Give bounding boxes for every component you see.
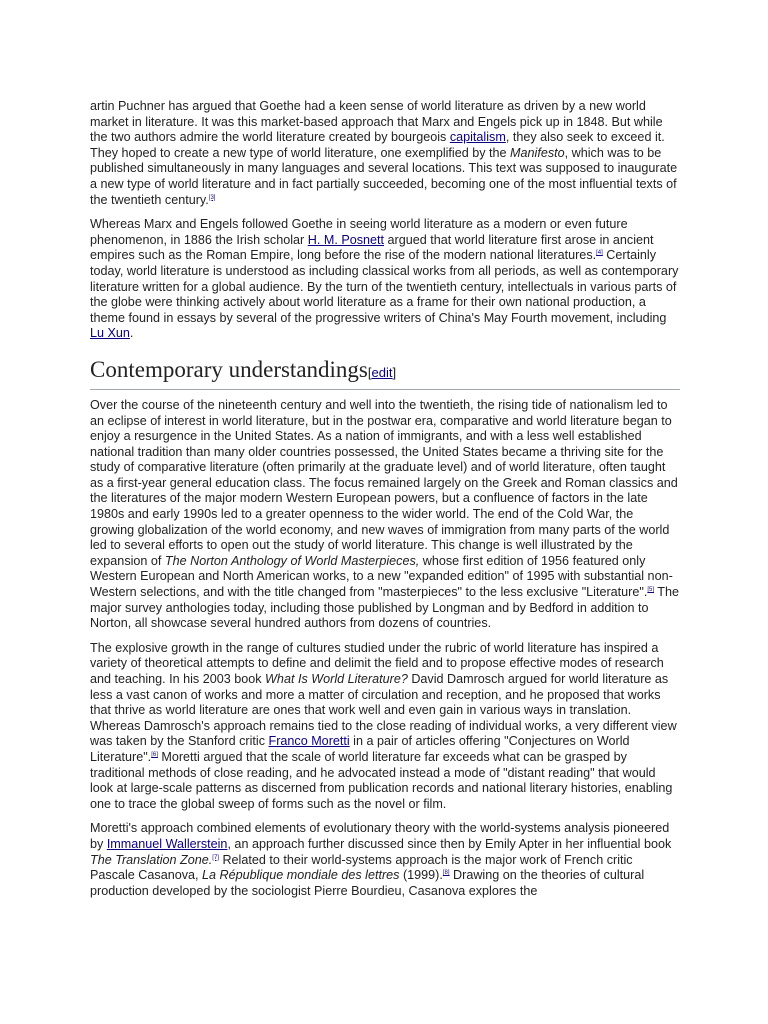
reference-8[interactable]: [8] (442, 870, 450, 877)
reference-5[interactable]: [5] (647, 587, 655, 594)
paragraph-damrosch-moretti: The explosive growth in the range of cultures studied under the rubric of world literature has inspired a variety of theoretical attempts to define and delimit the field and to propose effective modes of research and teaching. In his 2003 book What Is World Literature? David Damrosch argued for world literature as less a vast canon of works and more a matter of circulation and reception, and he proposed that works that thrive as world literature are ones that work well and even gain in various ways in translation. Whereas Damrosch's approach remains tied to the close reading of individual works, a very different view was taken by the Stanford critic Franco Moretti in a pair of articles offering "Conjectures on World Literature".[6] Moretti argued that the scale of world literature far exceeds what can be grasped by traditional methods of close reading, and he advocated instead a mode of "distant reading" that would look at large-scale patterns as discerned from publication records and national literary histories, enabling one to trace the global sweep of forms such as the novel or film. (90, 640, 677, 811)
link-immanuel-wallerstein[interactable]: Immanuel Wallerstein (106, 836, 228, 851)
paragraph-posnett: Whereas Marx and Engels followed Goethe in seeing world literature as a modern or even future phenomenon, in 1886 the Irish scholar H. M. Posnett argued that world literature first arose in ancient empires such as the Roman Empire, long before the rise of the modern national literatures.[4] Certainly today, world literature is understood as including classical works from all periods, as well as contemporary literature written for a global audience. By the turn of the twentieth century, intellectuals in various parts of the globe were thinking actively about world literature as a frame for their own national production, a theme found in essays by several of the progressive writers of China's May Fourth movement, including Lu Xun. (90, 217, 679, 341)
paragraph-world-systems: Moretti's approach combined elements of evolutionary theory with the world-systems analysis pioneered by Immanuel Wallerstein, an approach further discussed since then by Emily Apter in her influential book The Translation Zone.[7] Related to their world-systems approach is the major work of French critic Pascale Casanova, La République mondiale des lettres (1999).[8] Drawing on the theories of cultural production developed by the sociologist Pierre Bourdieu, Casanova explores the (90, 821, 672, 898)
section-title: Contemporary understandings (90, 356, 368, 382)
link-h-m-posnett[interactable]: H. M. Posnett (307, 232, 385, 247)
article-body (90, 99, 680, 908)
edit-section: [edit] (367, 364, 397, 380)
reference-7[interactable]: [7] (212, 854, 219, 861)
paragraph-postwar: Over the course of the nineteenth century and well into the twentieth, the rising tide of nationalism led to an eclipse of interest in world literature, but in the postwar era, comparative and world literature began to enjoy a resurgence in the United States. As a nation of immigrants, and with a less well established national tradition than many older countries possessed, the United States became a thriving site for the study of comparative literature (often primarily at the graduate level) and of world literature, often taught as a first-year general education class. The focus remained largely on the Greek and Roman classics and the literatures of the major modern Western European powers, but a confluence of factors in the late 1980s and early 1990s led to a greater openness to the wider world. The end of the Cold War, the growing globalization of the world economy, and new waves of immigration from many parts of the world led to several efforts to open out the study of world literature. This change is well illustrated by the expansion of The Norton Anthology of World Masterpieces, whose first edition of 1956 featured only Western European and North American works, to a new "expanded edition" of 1995 with substantial non-Western selections, and with the title changed from "masterpieces" to the less exclusive "Literature".[5] The major survey anthologies today, including those published by Longman and by Bedford in addition to Norton, all showcase several hundred authors from dozens of countries. (90, 397, 680, 631)
link-franco-moretti[interactable]: Franco Moretti (268, 734, 350, 749)
paragraph-puchner: artin Puchner has argued that Goethe had a keen sense of world literature as driven by a new world market in literature. It was this market-based approach that Marx and Engels pick up in 1848. But while the two authors admire the world literature created by bourgeois capitalism, they also seek to exceed it. They hoped to create a new type of world literature, one exemplified by the Manifesto, which was to be published simultaneously in many languages and several locations. This text was supposed to inaugurate a new type of world literature and in fact partially succeeded, becoming one of the most influential texts of the twentieth century.[3] (90, 99, 678, 207)
link-lu-xun[interactable]: Lu Xun (90, 326, 130, 341)
reference-4[interactable]: [4] (596, 250, 603, 257)
edit-link[interactable]: edit (371, 364, 393, 380)
link-capitalism[interactable]: capitalism (449, 130, 506, 145)
reference-3[interactable]: [3] (208, 194, 216, 201)
section-heading-contemporary (90, 356, 680, 390)
reference-6[interactable]: [6] (151, 751, 158, 758)
